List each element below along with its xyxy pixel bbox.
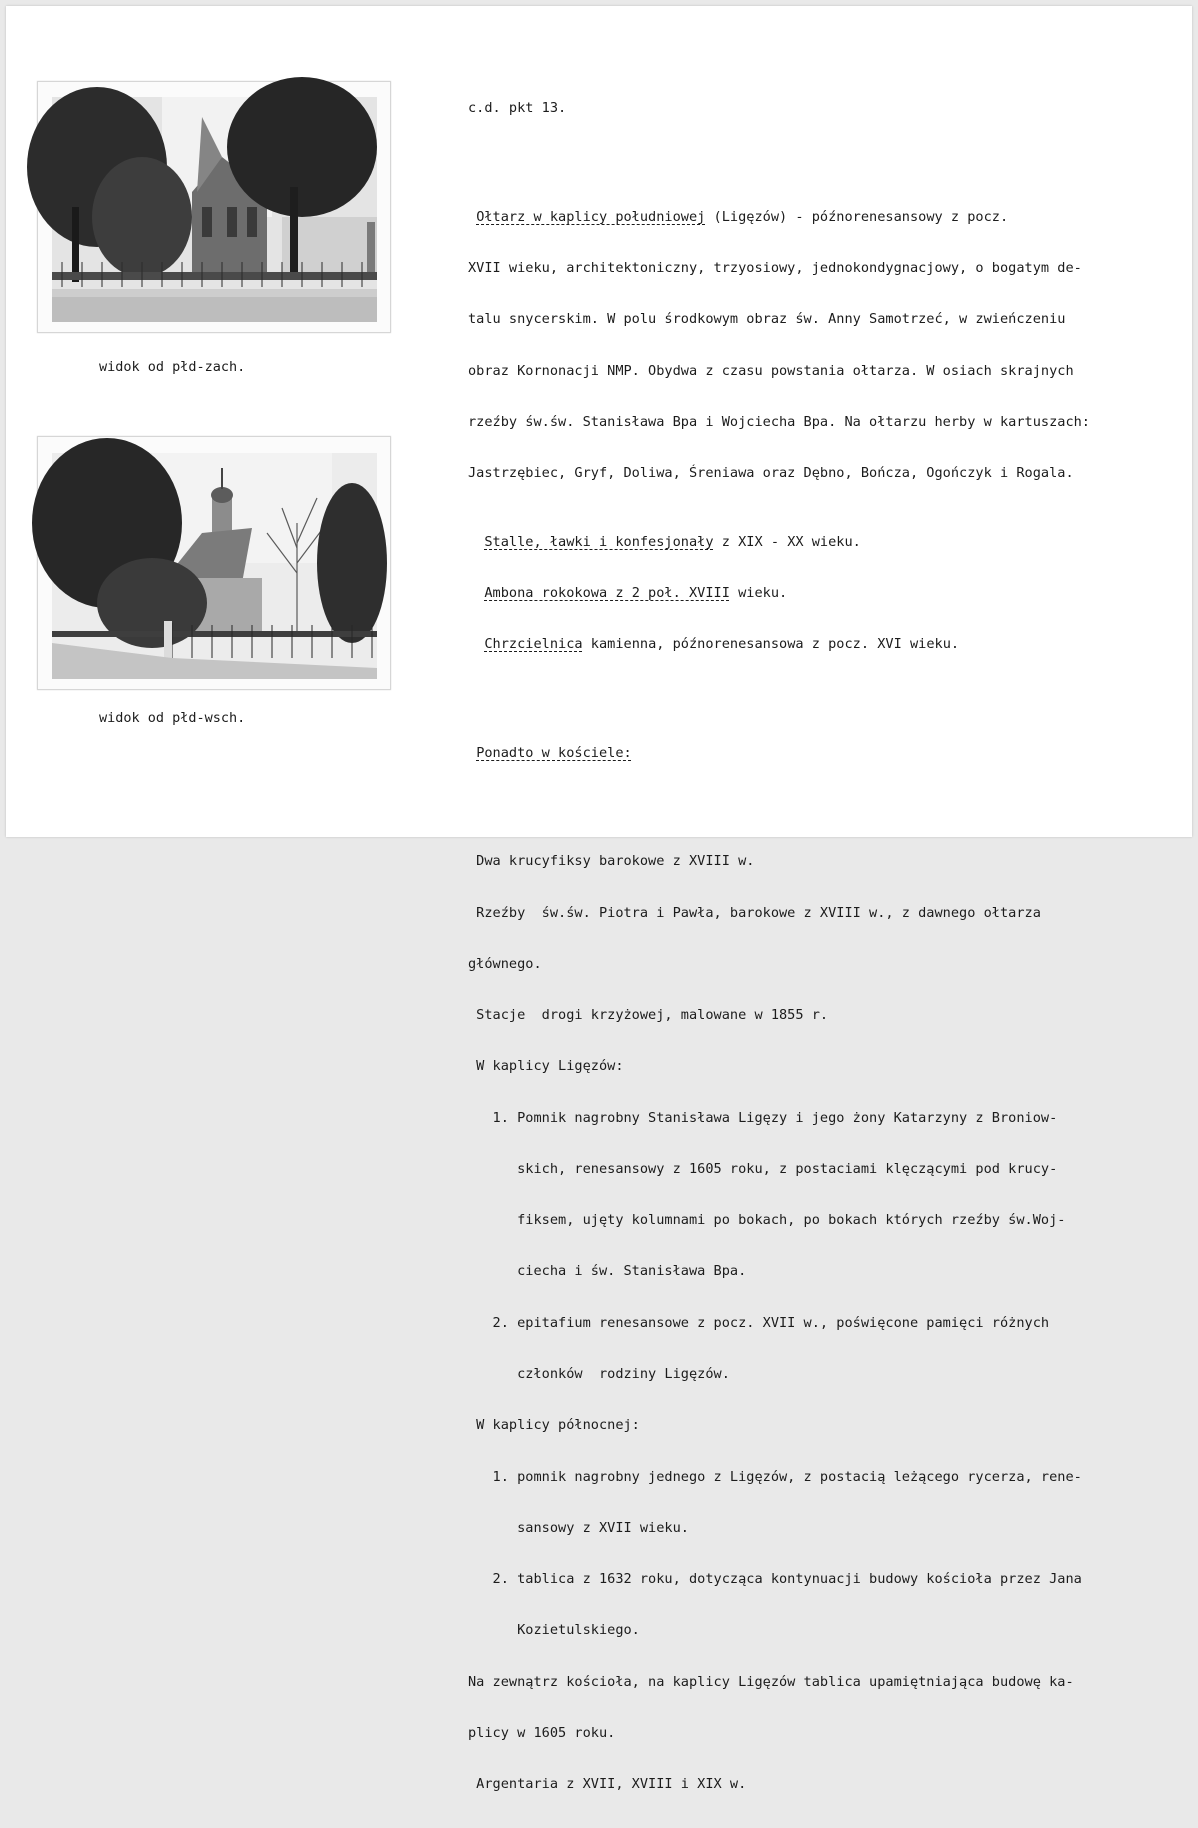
- photo-mount-2: [37, 436, 391, 690]
- document-page: [6, 6, 1192, 1793]
- stalle-heading: Stalle, ławki i konfesjonały: [484, 533, 714, 550]
- spacer: [468, 796, 1168, 802]
- list-line: skich, renesansowy z 1605 roku, z postaciami klęczącymi pod krucy-: [468, 1160, 1058, 1177]
- photo-mount-1: [37, 81, 391, 333]
- list-line: Na zewnątrz kościoła, na kaplicy Ligęzów tablica upamiętniająca budowę ka-: [468, 1673, 1074, 1690]
- typed-description: [468, 66, 1168, 1828]
- list-line: plicy w 1605 roku.: [468, 1725, 616, 1741]
- list-line: głównego.: [468, 955, 542, 972]
- ambona-rest: wieku.: [729, 584, 788, 601]
- list-line: 2. epitafium renesansowe z pocz. XVII w., poświęcone pamięci różnych: [468, 1314, 1050, 1331]
- altar-line-2: talu snycerskim. W polu środkowym obraz św. Anny Samotrzeć, w zwieńczeniu: [468, 311, 1066, 328]
- spacer: [468, 687, 1168, 693]
- altar-line-5: Jastrzębiec, Gryf, Doliwa, Śreniawa oraz Dębno, Bończa, Ogończyk i Rogala.: [468, 465, 1074, 482]
- list-line: W kaplicy Ligęzów:: [468, 1058, 624, 1075]
- list-line: Rzeźby św.św. Piotra i Pawła, barokowe z XVIII w., z dawnego ołtarza: [468, 904, 1041, 921]
- altar-line-4: rzeźby św.św. Stanisława Bpa i Wojciecha Bpa. Na ołtarzu herby w kartuszach:: [468, 413, 1090, 430]
- church-photo-south-east: [52, 453, 377, 679]
- list-line: fiksem, ujęty kolumnami po bokach, po bokach których rzeźby św.Woj-: [468, 1212, 1066, 1229]
- list-line: sansowy z XVII wieku.: [468, 1519, 689, 1536]
- spacer: [468, 151, 1168, 157]
- chrzcielnica-line: [468, 636, 1168, 653]
- photo-caption-2: widok od płd-wsch.: [99, 710, 246, 726]
- stalle-rest: z XIX - XX wieku.: [713, 533, 861, 550]
- list-line: członków rodziny Ligęzów.: [468, 1366, 730, 1383]
- list-line: 1. pomnik nagrobny jednego z Ligęzów, z postacią leżącego rycerza, rene-: [468, 1468, 1082, 1485]
- altar-heading: Ołtarz w kaplicy południowej: [476, 208, 706, 225]
- chrzcielnica-rest: kamienna, późnorenesansowa z pocz. XVI wieku.: [582, 636, 960, 653]
- ponadto-line: [468, 745, 1168, 762]
- altar-line-0: (Ligęzów) - późnorenesansowy z pocz.: [705, 208, 1009, 225]
- ambona-line: [468, 585, 1168, 602]
- list-line: Kozietulskiego.: [468, 1622, 640, 1639]
- altar-line-1: XVII wieku, architektoniczny, trzyosiowy, jednokondygnacjowy, o bogatym de-: [468, 260, 1082, 277]
- altar-line-3: obraz Kornonacji NMP. Obydwa z czasu powstania ołtarza. W osiach skrajnych: [468, 362, 1074, 379]
- list-line: Argentaria z XVII, XVIII i XIX w.: [468, 1776, 747, 1793]
- list-line: 2. tablica z 1632 roku, dotycząca kontynuacji budowy kościoła przez Jana: [468, 1571, 1082, 1588]
- header-line: c.d. pkt 13.: [468, 100, 567, 117]
- stalle-line: [468, 534, 1168, 551]
- list-line: ciecha i św. Stanisława Bpa.: [468, 1263, 747, 1280]
- altar-first-line: [468, 209, 1168, 226]
- ponadto-heading: Ponadto w kościele:: [476, 744, 632, 761]
- list-line: Stacje drogi krzyżowej, malowane w 1855 r.: [468, 1007, 829, 1024]
- chrzcielnica-heading: Chrzcielnica: [484, 636, 583, 653]
- photo-caption-1: widok od płd-zach.: [99, 359, 246, 375]
- list-line: 1. Pomnik nagrobny Stanisława Ligęzy i jego żony Katarzyny z Broniow-: [468, 1109, 1058, 1126]
- ambona-heading: Ambona rokokowa z 2 poł. XVIII: [484, 584, 730, 601]
- list-line: W kaplicy północnej:: [468, 1417, 640, 1434]
- list-line: Dwa krucyfiksy barokowe z XVIII w.: [468, 853, 755, 870]
- church-photo-south-west: [52, 97, 377, 322]
